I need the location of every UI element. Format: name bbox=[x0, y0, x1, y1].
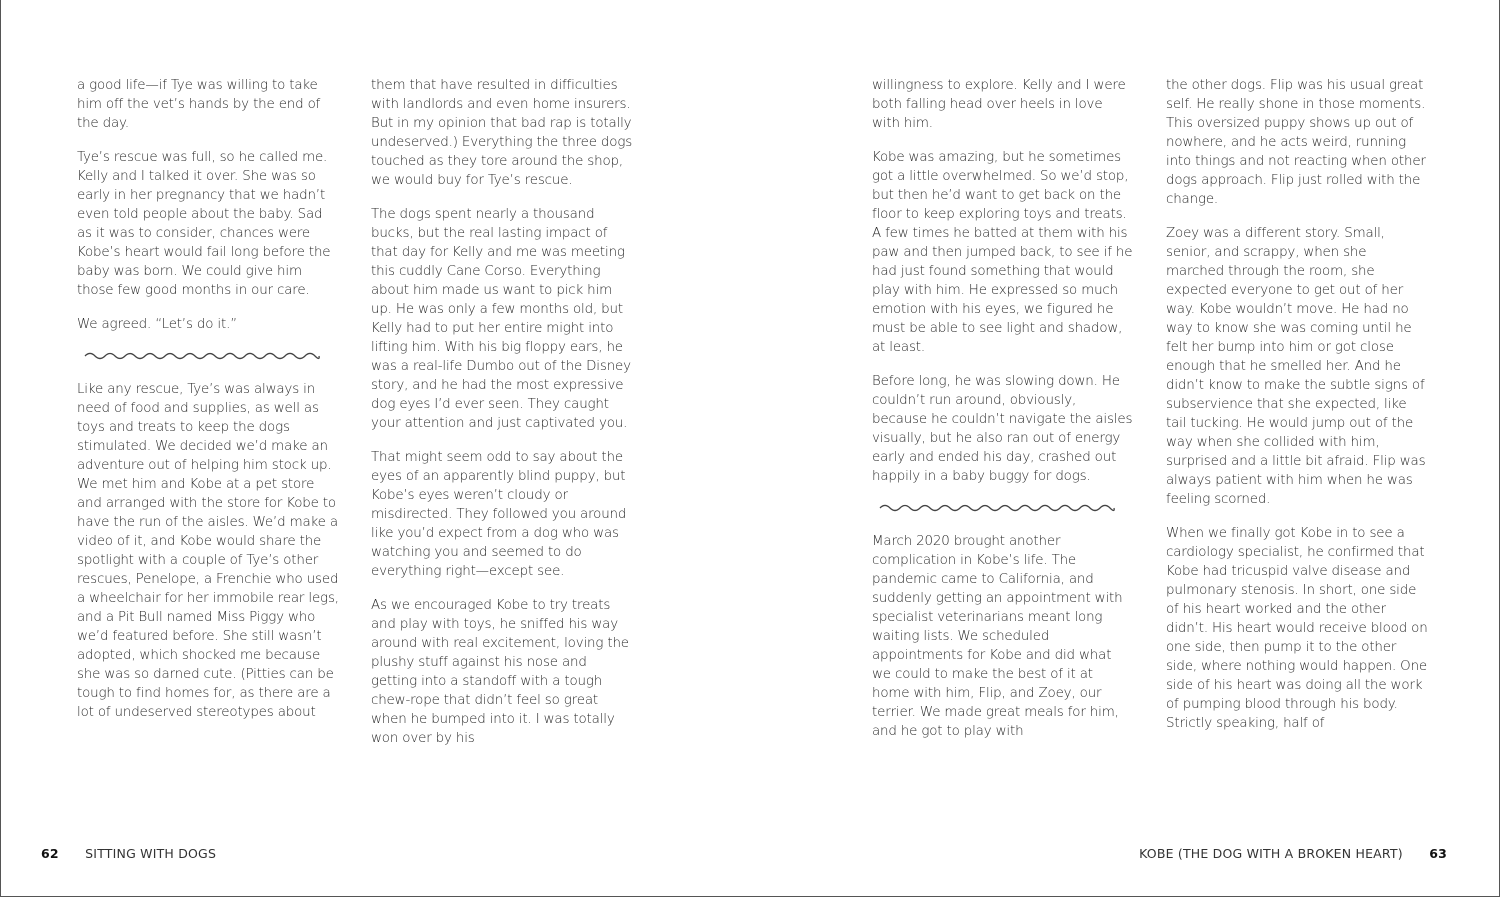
paragraph: the other dogs. Flip was his usual great self. He really shone in those moments. This oversized puppy shows up out of nowhere, and he acts weird, running into things and not reacting when other dogs approach. Flip just rolled with the change. bbox=[1166, 78, 1426, 207]
left-folio bbox=[41, 846, 216, 862]
paragraph: When we finally got Kobe in to see a cardiology specialist, he confirmed that Kobe had tricuspid valve disease and pulmonary stenosis. In short, one side of his heart worked and the other didn’t. His heart would receive blood on one side, then pump it to the other side, where nothing would happen. One side of his heart was doing all the work of pumping blood through his body. Strictly speaking, half of bbox=[1166, 526, 1428, 731]
paragraph: Kobe was amazing, but he sometimes got a little overwhelmed. So we’d stop, but then he’d want to get back on the floor to keep exploring toys and treats. A few times he batted at them with his paw and then jumped back, to see if he had just found something that would play with him. He expressed so much emotion with his eyes, we figured he must be able to see light and shadow, at least. bbox=[872, 150, 1133, 355]
left-page-column-1 bbox=[77, 76, 339, 737]
running-head: SITTING WITH DOGS bbox=[85, 846, 217, 861]
left-page-column-2 bbox=[371, 76, 633, 763]
paragraph: That might seem odd to say about the eyes of an apparently blind puppy, but Kobe’s eyes weren’t cloudy or misdirected. They followed you around like you’d expect from a dog who was watching you and seemed to do everything right—except see. bbox=[371, 450, 627, 579]
wave-divider-ornament bbox=[83, 350, 321, 362]
paragraph: Like any rescue, Tye’s was always in need of food and supplies, as well as toys and treats to keep the dogs stimulated. We decided we’d make an adventure out of helping him stock up. We met him and Kobe at a pet store and arranged with the store for Kobe to have the run of the aisles. We’d make a video of it, and Kobe would share the spotlight with a couple of Tye’s other rescues, Penelope, a Frenchie who used a wheelchair for her immobile rear legs, and a Pit Bull named Miss Piggy who we’d featured before. She still wasn’t adopted, which shocked me because she was so darned cute. (Pitties can be tough to find homes for, as there are a lot of undeserved stereotypes about bbox=[77, 382, 339, 720]
page-edge-left bbox=[0, 0, 1, 897]
paragraph: them that have resulted in difficulties with landlords and even home insurers. But in my opinion that bad rap is totally undeserved.) Everything the three dogs touched as they tore around the shop, we would buy for Tye’s rescue. bbox=[371, 78, 633, 188]
paragraph: The dogs spent nearly a thousand bucks, but the real lasting impact of that day for Kelly and me was meeting this cuddly Cane Corso. Everything about him made us want to pick him up. He was only a few months old, but Kelly had to put her entire might into lifting him. With his big floppy ears, he was a real-life Dumbo out of the Disney story, and he had the most expressive dog eyes I’d ever seen. They caught your attention and just captivated you. bbox=[371, 207, 631, 431]
running-head: KOBE (THE DOG WITH A BROKEN HEART) bbox=[1139, 846, 1403, 861]
paragraph: We agreed. “Let’s do it.” bbox=[77, 317, 237, 332]
right-page-column-1 bbox=[872, 76, 1134, 756]
page-number: 63 bbox=[1429, 846, 1447, 861]
paragraph: March 2020 brought another complication in Kobe’s life. The pandemic came to California, and suddenly getting an appointment with specialist veterinarians meant long waiting lists. We scheduled appointments for Kobe and did what we could to make the best of it at home with him, Flip, and Zoey, our terrier. We made great meals for him, and he got to play with bbox=[872, 534, 1123, 739]
paragraph: willingness to explore. Kelly and I were both falling head over heels in love with him. bbox=[872, 78, 1126, 131]
wave-divider-ornament bbox=[878, 502, 1116, 514]
paragraph: Before long, he was slowing down. He couldn’t run around, obviously, because he couldn’t navigate the aisles visually, but he also ran out of energy early and ended his day, crashed out happily in a baby buggy for dogs. bbox=[872, 374, 1133, 484]
paragraph: Zoey was a different story. Small, senior, and scrappy, when she marched through the room, she expected everyone to get out of her way. Kobe wouldn’t move. He had no way to know she was coming until he felt her bump into him or got close enough that he smelled her. And he didn’t know to make the subtle signs of subservience that she expected, like tail tucking. He would jump out of the way when she collided with him, surprised and a little bit afraid. Flip was always patient with him when he was feeling scorned. bbox=[1166, 226, 1426, 507]
paragraph: a good life—if Tye was willing to take him off the vet’s hands by the end of the day. bbox=[77, 78, 321, 131]
paragraph: Tye’s rescue was full, so he called me. Kelly and I talked it over. She was so early in her pregnancy that we hadn’t even told people about the baby. Sad as it was to consider, chances were Kobe’s heart would fail long before the baby was born. We could give him those few good months in our care. bbox=[77, 150, 331, 298]
right-page-column-2 bbox=[1166, 76, 1428, 748]
right-folio bbox=[1139, 846, 1447, 862]
page-number: 62 bbox=[41, 846, 59, 861]
paragraph: As we encouraged Kobe to try treats and play with toys, he sniffed his way around with real excitement, loving the plushy stuff against his nose and getting into a standoff with a tough chew-rope that didn’t feel so great when he bumped into it. I was totally won over by his bbox=[371, 598, 629, 746]
